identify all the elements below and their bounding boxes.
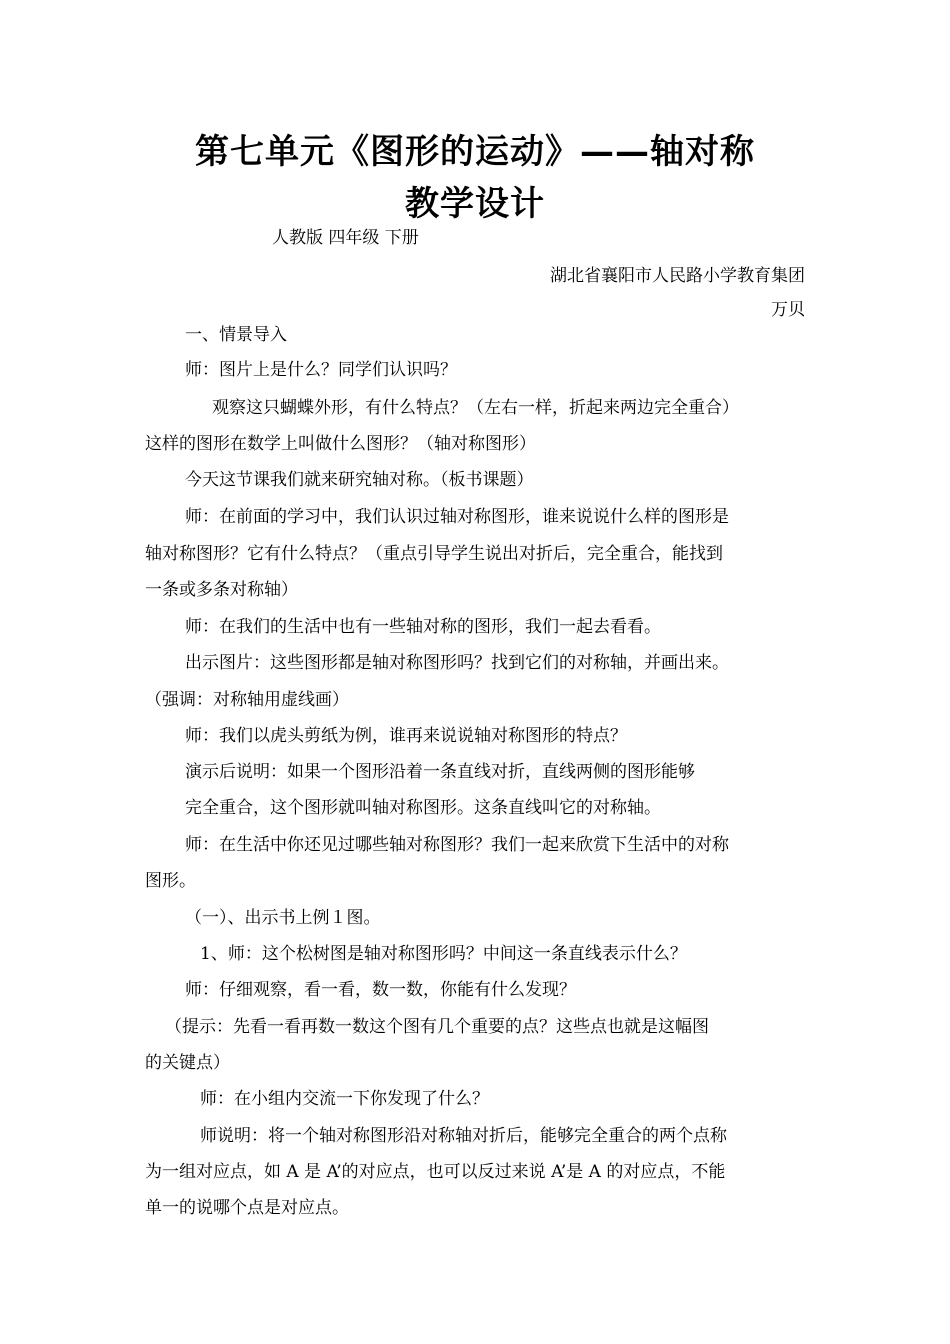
paragraph-line: 师：仔细观察，看一看，数一数，你能有什么发现？ xyxy=(185,980,576,1000)
paragraph-line: 出示图片：这些图形都是轴对称图形吗？找到它们的对称轴，并画出来。 xyxy=(185,653,729,673)
paragraph-line: 的关键点） xyxy=(145,1053,230,1073)
paragraph-line: 完全重合，这个图形就叫轴对称图形。这条直线叫它的对称轴。 xyxy=(185,798,661,818)
author-name: 万贝 xyxy=(771,300,805,320)
paragraph-line: 一条或多条对称轴） xyxy=(145,580,298,600)
paragraph-line: 师：在前面的学习中，我们认识过轴对称图形，谁来说说什么样的图形是 xyxy=(185,507,729,527)
paragraph-line: 师：我们以虎头剪纸为例，谁再来说说轴对称图形的特点？ xyxy=(185,726,627,746)
paragraph-line: 师：在小组内交流一下你发现了什么？ xyxy=(200,1089,489,1109)
paragraph-line: 师：图片上是什么？同学们认识吗？ xyxy=(185,360,457,380)
paragraph-line: 演示后说明：如果一个图形沿着一条直线对折，直线两侧的图形能够 xyxy=(185,762,695,782)
paragraph-line: 师：在我们的生活中也有一些轴对称的图形，我们一起去看看。 xyxy=(185,617,661,637)
paragraph-line: 观察这只蝴蝶外形，有什么特点？（左右一样，折起来两边完全重合） xyxy=(212,398,739,418)
section-heading: 一、情景导入 xyxy=(185,325,287,345)
edition-label: 人教版 四年级 下册 xyxy=(272,228,419,248)
school-name: 湖北省襄阳市人民路小学教育集团 xyxy=(550,266,805,286)
document-title-line-1: 第七单元《图形的运动》——轴对称 xyxy=(195,132,755,172)
document-title-line-2: 教学设计 xyxy=(405,184,545,224)
paragraph-line: （提示：先看一看再数一数这个图有几个重要的点？这些点也就是这幅图 xyxy=(165,1017,709,1037)
paragraph-line: 1、师：这个松树图是轴对称图形吗？中间这一条直线表示什么？ xyxy=(200,944,687,964)
paragraph-line: 单一的说哪个点是对应点。 xyxy=(145,1198,349,1218)
paragraph-line: 师说明：将一个轴对称图形沿对称轴对折后，能够完全重合的两个点称 xyxy=(200,1126,727,1146)
paragraph-line: 轴对称图形？它有什么特点？（重点引导学生说出对折后，完全重合，能找到 xyxy=(145,544,723,564)
paragraph-line: 今天这节课我们就来研究轴对称。（板书课题） xyxy=(185,470,534,490)
subsection-heading: （一）、出示书上例１图。 xyxy=(185,908,381,928)
paragraph-line: 图形。 xyxy=(145,871,196,891)
paragraph-line: 这样的图形在数学上叫做什么图形？（轴对称图形） xyxy=(145,434,536,454)
paragraph-line: （强调：对称轴用虚线画） xyxy=(145,690,349,710)
paragraph-line: 为一组对应点，如 A 是 A’的对应点，也可以反过来说 A’是 A 的对应点，不能 xyxy=(145,1162,726,1182)
paragraph-line: 师：在生活中你还见过哪些轴对称图形？我们一起来欣赏下生活中的对称 xyxy=(185,835,729,855)
